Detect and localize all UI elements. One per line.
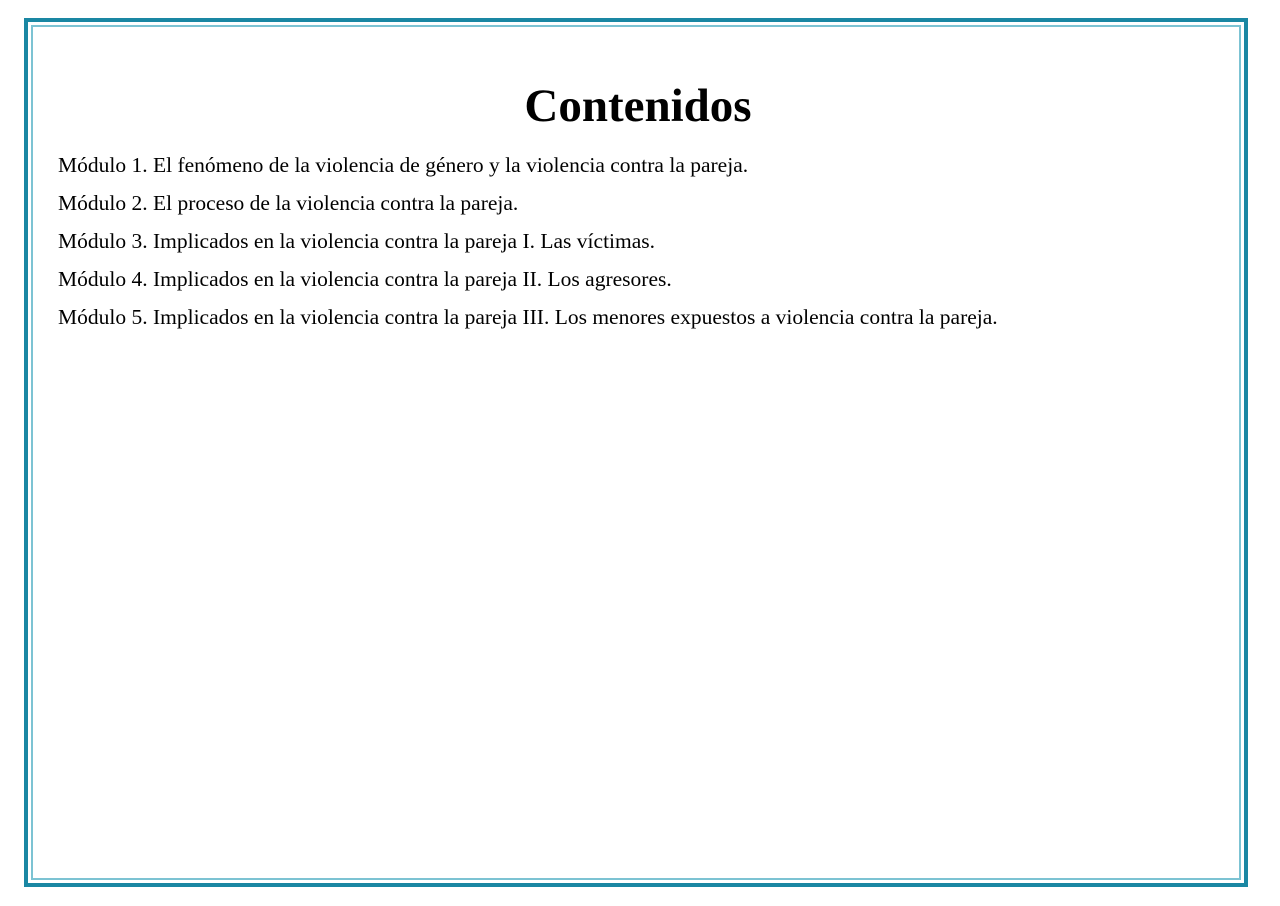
module-item-4: Módulo 4. Implicados en la violencia contra la pareja II. Los agresores. <box>58 267 672 291</box>
page-title: Contenidos <box>524 80 752 132</box>
module-item-5: Módulo 5. Implicados en la violencia contra la pareja III. Los menores expuestos a violencia contra la pareja. <box>58 305 998 329</box>
module-item-1: Módulo 1. El fenómeno de la violencia de género y la violencia contra la pareja. <box>58 153 749 177</box>
module-item-3: Módulo 3. Implicados en la violencia contra la pareja I. Las víctimas. <box>58 229 656 253</box>
contents-section <box>58 78 1218 336</box>
module-list <box>58 146 1218 336</box>
module-item-2: Módulo 2. El proceso de la violencia contra la pareja. <box>58 191 519 215</box>
